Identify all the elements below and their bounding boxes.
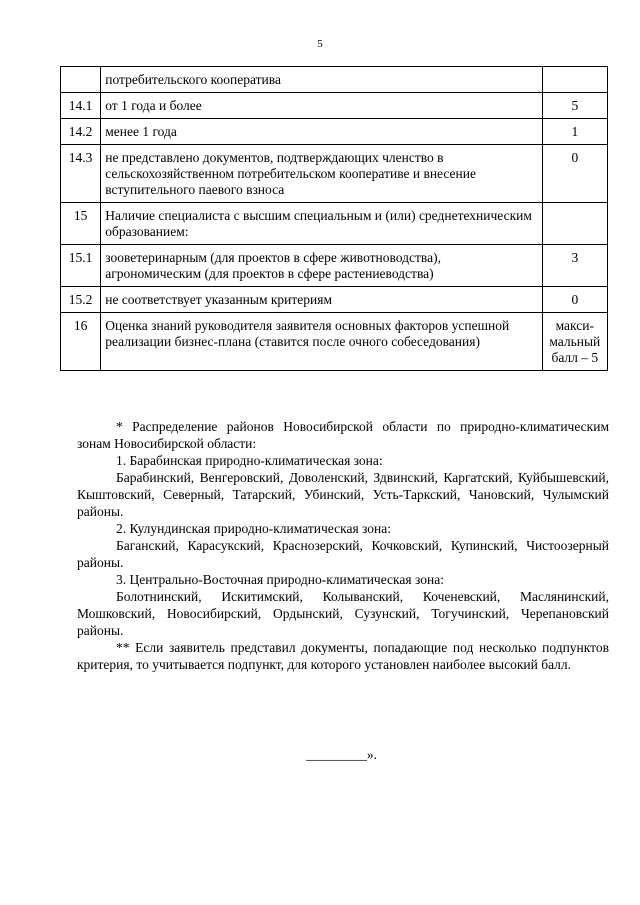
row-description: менее 1 года [101,119,542,145]
row-score: 5 [542,93,607,119]
row-score: 0 [542,145,607,203]
zone-3-title: 3. Центрально-Восточная природно-климатическая зона: [116,572,444,587]
table-row [61,145,608,203]
row-description: от 1 года и более [101,93,542,119]
row-number: 14.3 [61,145,101,203]
row-score: макси-мальный балл – 5 [542,313,607,371]
zone-3-districts: Болотнинский, Искитимский, Колыванский, Коченевский, Маслянинский, Мошковский, Новосибирский, Ордынский, Сузунский, Тогучинский, Черепановский районы. [77,589,609,638]
row-description: потребительского кооператива [101,67,542,93]
row-score [542,203,607,245]
footnotes [77,418,609,673]
zone-1-districts: Барабинский, Венгеровский, Доволенский, Здвинский, Каргатский, Куйбышевский, Кыштовский, Северный, Татарский, Убинский, Усть-Таркский, Чановский, Чулымский районы. [77,470,609,519]
row-number: 15 [61,203,101,245]
criteria-table [60,66,608,371]
footnote-zones-intro: * Распределение районов Новосибирской области по природно-климатическим зонам Новосибирской области: [77,419,609,451]
table-row [61,93,608,119]
table-row [61,287,608,313]
row-number: 15.1 [61,245,101,287]
zone-1-title: 1. Барабинская природно-климатическая зона: [116,453,383,468]
table-row [61,67,608,93]
table-row [61,245,608,287]
row-number: 16 [61,313,101,371]
row-number: 14.2 [61,119,101,145]
row-description: Оценка знаний руководителя заявителя основных факторов успешной реализации бизнес-плана (ставится после очного собеседования) [101,313,542,371]
row-description: Наличие специалиста с высшим специальным и (или) среднетехническим образованием: [101,203,542,245]
row-number [61,67,101,93]
table-row [61,313,608,371]
row-score: 3 [542,245,607,287]
footnote-double-asterisk: ** Если заявитель представил документы, попадающие под несколько подпунктов критерия, то учитывается подпункт, для которого установлен наиболее высокий балл. [77,640,609,672]
table-row [61,119,608,145]
row-score: 1 [542,119,607,145]
row-number: 15.2 [61,287,101,313]
row-score: 0 [542,287,607,313]
table-row [61,203,608,245]
zone-2-districts: Баганский, Карасукский, Краснозерский, Кочковский, Купинский, Чистоозерный районы. [77,538,609,570]
closing-line: _________». [306,747,377,762]
row-description: зооветеринарным (для проектов в сфере животноводства), агрономическим (для проектов в сфере растениеводства) [101,245,542,287]
page-number: 5 [317,38,323,50]
row-score [542,67,607,93]
zone-2-title: 2. Кулундинская природно-климатическая зона: [116,521,391,536]
row-description: не представлено документов, подтверждающих членство в сельскохозяйственном потребительском кооперативе и внесение вступительного паевого взноса [101,145,542,203]
row-description: не соответствует указанным критериям [101,287,542,313]
row-number: 14.1 [61,93,101,119]
